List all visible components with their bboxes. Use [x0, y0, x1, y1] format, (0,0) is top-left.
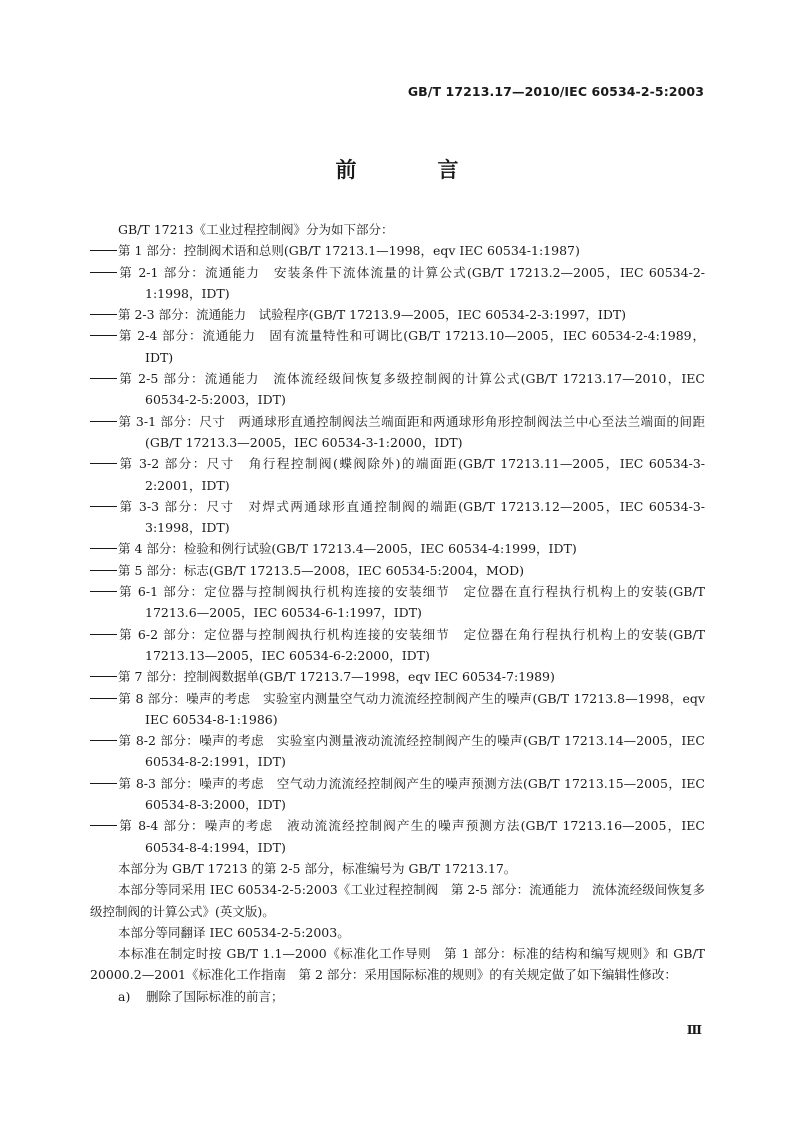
statement-translate: 本部分等同翻译 IEC 60534-2-5:2003。: [118, 924, 350, 940]
part-text: 第 2-5 部分：流通能力 流体流经级间恢复多级控制阀的计算公式(GB/T 17213.17—2010，IEC 60534-2-5:2003，IDT): [118, 371, 705, 408]
em-dash-marker: [90, 304, 118, 325]
em-dash-marker: [90, 688, 118, 709]
em-dash-marker: [90, 581, 118, 602]
em-dash-marker: [90, 538, 118, 559]
edit-item-text: 删除了国际标准的前言；: [146, 988, 284, 1004]
em-dash-marker: [90, 730, 118, 751]
document-header: GB/T 17213.17—2010/IEC 60534-2-5:2003: [407, 84, 704, 99]
part-text: 第 7 部分：控制阀数据单(GB/T 17213.7—1998，eqv IEC 60534-7:1989): [118, 669, 555, 685]
edit-item-label: a): [118, 988, 131, 1004]
part-text: 第 3-2 部分：尺寸 角行程控制阀(蝶阀除外)的端面距(GB/T 17213.11—2005，IEC 60534-3-2:2001，IDT): [118, 456, 705, 493]
em-dash-marker: [90, 240, 118, 261]
edit-list-item: [90, 986, 705, 1007]
part-text: 第 8-3 部分：噪声的考虑 空气动力流流经控制阀产生的噪声预测方法(GB/T 17213.15—2005，IEC 60534-8-3:2000，IDT): [118, 775, 705, 813]
part-list-item: [90, 262, 705, 305]
part-list-item: [90, 560, 705, 581]
part-list-item: [90, 815, 705, 858]
edit-list: [90, 986, 705, 1007]
em-dash-marker: [90, 624, 118, 645]
em-dash-marker: [90, 815, 118, 836]
part-text: 第 2-1 部分：流通能力 安装条件下流体流量的计算公式(GB/T 17213.2—2005，IEC 60534-2-1:1998，IDT): [118, 264, 705, 301]
part-list-item: [90, 325, 705, 368]
part-list-item: [90, 411, 705, 454]
part-text: 第 3-1 部分：尺寸 两通球形直通控制阀法兰端面距和两通球形角形控制阀法兰中心至法兰端面的间距(GB/T 17213.3—2005，IEC 60534-3-1:2000，IDT): [118, 413, 705, 450]
part-text: 第 2-3 部分：流通能力 试验程序(GB/T 17213.9—2005，IEC 60534-2-3:1997，IDT): [118, 307, 627, 323]
part-text: 第 8 部分：噪声的考虑 实验室内测量空气动力流流经控制阀产生的噪声(GB/T 17213.8—1998，eqv IEC 60534-8-1:1986): [118, 690, 705, 727]
parts-list: [90, 240, 705, 858]
em-dash-marker: [90, 666, 118, 687]
em-dash-marker: [90, 368, 118, 389]
part-text: 第 8-4 部分：噪声的考虑 液动流流经控制阀产生的噪声预测方法(GB/T 17213.16—2005，IEC 60534-8-4:1994，IDT): [118, 818, 705, 855]
part-text: 第 4 部分：检验和例行试验(GB/T 17213.4—2005，IEC 60534-4:1999，IDT): [118, 541, 577, 557]
part-list-item: [90, 538, 705, 559]
part-text: 第 6-2 部分：定位器与控制阀执行机构连接的安装细节 定位器在角行程执行机构上的安装(GB/T 17213.13—2005，IEC 60534-6-2:2000，IDT): [118, 626, 705, 663]
part-list-item: [90, 688, 705, 731]
part-list-item: [90, 730, 705, 773]
part-list-item: [90, 304, 705, 325]
statement-edit: 本标准在制定时按 GB/T 1.1—2000《标准化工作导则 第 1 部分：标准的结构和编写规则》和 GB/T 20000.2—2001《标准化工作指南 第 2 部分：采用国际标准的规则》的有关规定做了如下编辑性修改：: [90, 946, 705, 983]
em-dash-marker: [90, 453, 118, 474]
em-dash-marker: [90, 496, 118, 517]
intro-text: GB/T 17213《工业过程控制阀》分为如下部分：: [118, 222, 394, 237]
part-list-item: [90, 496, 705, 539]
part-text: 第 3-3 部分：尺寸 对焊式两通球形直通控制阀的端距(GB/T 17213.12—2005，IEC 60534-3-3:1998，IDT): [118, 498, 705, 536]
em-dash-marker: [90, 773, 118, 794]
part-list-item: [90, 240, 705, 261]
statement-part: 本部分为 GB/T 17213 的第 2-5 部分，标准编号为 GB/T 17213.17。: [118, 860, 517, 876]
part-list-item: [90, 666, 705, 687]
page-number: Ⅲ: [686, 1022, 702, 1037]
page-title: 前 言: [335, 158, 489, 182]
part-list-item: [90, 581, 705, 624]
part-list-item: [90, 773, 705, 816]
part-list-item: [90, 368, 705, 411]
part-text: 第 6-1 部分：定位器与控制阀执行机构连接的安装细节 定位器在直行程执行机构上的安装(GB/T 17213.6—2005，IEC 60534-6-1:1997，IDT): [118, 584, 705, 621]
statement-adopt: 本部分等同采用 IEC 60534-2-5:2003《工业过程控制阀 第 2-5 部分：流通能力 流体流经级间恢复多级控制阀的计算公式》(英文版)。: [90, 882, 705, 919]
em-dash-marker: [90, 560, 118, 581]
em-dash-marker: [90, 262, 118, 283]
part-text: 第 2-4 部分：流通能力 固有流量特性和可调比(GB/T 17213.10—2005，IEC 60534-2-4:1989，IDT): [118, 328, 705, 365]
part-text: 第 1 部分：控制阀术语和总则(GB/T 17213.1—1998，eqv IEC 60534-1:1987): [118, 243, 580, 259]
part-list-item: [90, 453, 705, 496]
part-text: 第 5 部分：标志(GB/T 17213.5—2008，IEC 60534-5:2004，MOD): [118, 562, 524, 578]
em-dash-marker: [90, 325, 118, 346]
part-text: 第 8-2 部分：噪声的考虑 实验室内测量液动流流经控制阀产生的噪声(GB/T 17213.14—2005，IEC 60534-8-2:1991，IDT): [118, 733, 705, 770]
foreword-body: [90, 219, 705, 1007]
part-list-item: [90, 624, 705, 667]
em-dash-marker: [90, 411, 118, 432]
